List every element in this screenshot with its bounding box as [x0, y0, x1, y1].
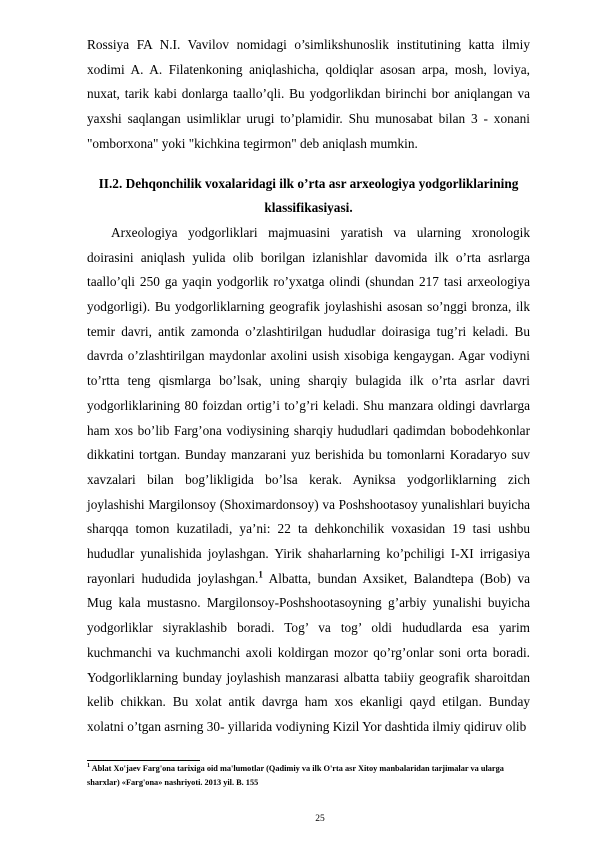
footnote	[87, 762, 537, 789]
page-number: 25	[315, 814, 325, 824]
paragraph-intro: Rossiya FA N.I. Vavilov nomidagi o’simlikshunoslik institutining katta ilmiy xodimi A. A. Filatenkoning aniqlashicha, qoldiqlar asosan arpa, mosh, loviya, nuxat, tarik kabi donlarga taallo’qli. Bu yodgorlikdan birinchi bor aniqlangan va yaxshi saqlangan usimliklar urugi to’plamidir. Shu munosabat bilan 3 - xonani "omborxona" yoki "kichkina tegirmon" deb aniqlash mumkin.	[87, 37, 530, 151]
paragraph-main-part-b: Albatta, bundan Axsiket, Balandtepa (Bob) va Mug kala mustasno. Margilonsoy-Poshshootasoyning g’arbiy yunalishi buyicha yodgorliklar siyraklashib boradi. Tog’ va tog’ oldi hududlarda esa yarim kuchmanchi va kuchmanchi axoli koldirgan mozor qo’rg’onlar soni orta boradi. Yodgorliklarning bunday joylashish manzarasi albatta tabiiy geografik sharoitdan kelib chikkan. Bu xolat antik davrga ham xos ekanligi qayd etilgan. Bunday xolatni o’tgan asrning 30- yillarida vodiyning Kizil Yor dashtida ilmiy qidiruv olib	[87, 570, 531, 734]
footnote-separator	[87, 760, 200, 761]
paragraph-main-part-a: Arxeologiya yodgorliklari majmuasini yaratish va ularning xronologik doirasini aniqlash yulida olib borilgan izlanishlar davomida ilk o’rta asrlarga taallo’qli 250 ga yaqin yodgorlik ro’yxatga olindi (shundan 217 tasi arxeologiya yodgorligi). Bu yodgorliklarning geografik joylashishi asosan so’nggi bronza, ilk temir davri, antik zamonda o’zlashtirilgan hududlar doirasiga tug’ri keladi. Bu davrda o’zlashtirilgan maydonlar axolini usish xisobiga kengaygan. Agar vodiyni to’rtta teng qismlarga bo’lsak, uning sharqiy bulagida ilk o’rta asrlar davri yodgorliklarining 80 foizdan ortig’i to’g’ri keladi. Shu manzara oldingi davrlarga ham xos bo’lib Farg’ona vodiysining sharqiy hududlari qadimdan bobodehkonlar dikkatini tortgan. Bunday manzarani yuz berishida bu tomonlarni Koradaryo suv xavzalari bilan bog’likligida bo’lsa kerak. Ayniksa yodgorliklarning zich joylashishi Margilonsoy (Shoximardonsoy) va Poshshootasoy yunalishlari buyicha sharqqa tomon kuzatiladi, ya’ni: 22 ta dehkonchilik voxasidan 19 tasi ushbu hududlar yunalishida joylashgan. Yirik shaharlarning ko’pchiligi I-XI irrigasiya rayonlari hududida joylashgan.	[87, 224, 530, 586]
section-heading: II.2. Dehqonchilik voxalaridagi ilk o’rta asr arxeologiya yodgorliklarining klassifikasiyasi.	[98, 175, 519, 216]
paragraph-main	[87, 221, 530, 740]
page-body	[87, 33, 530, 740]
footnote-text: Ablat Xo'jaev Farg'ona tarixiga oid ma'lumotlar (Qadimiy va ilk O'rta asr Xitoy manbalaridan tarjimalar va ularga sharxlar) «Farg'ona» nashriyoti. 2013 yil. B. 155	[87, 764, 504, 787]
footnote-reference: 1	[258, 569, 263, 580]
footnote-marker: 1	[87, 763, 90, 770]
